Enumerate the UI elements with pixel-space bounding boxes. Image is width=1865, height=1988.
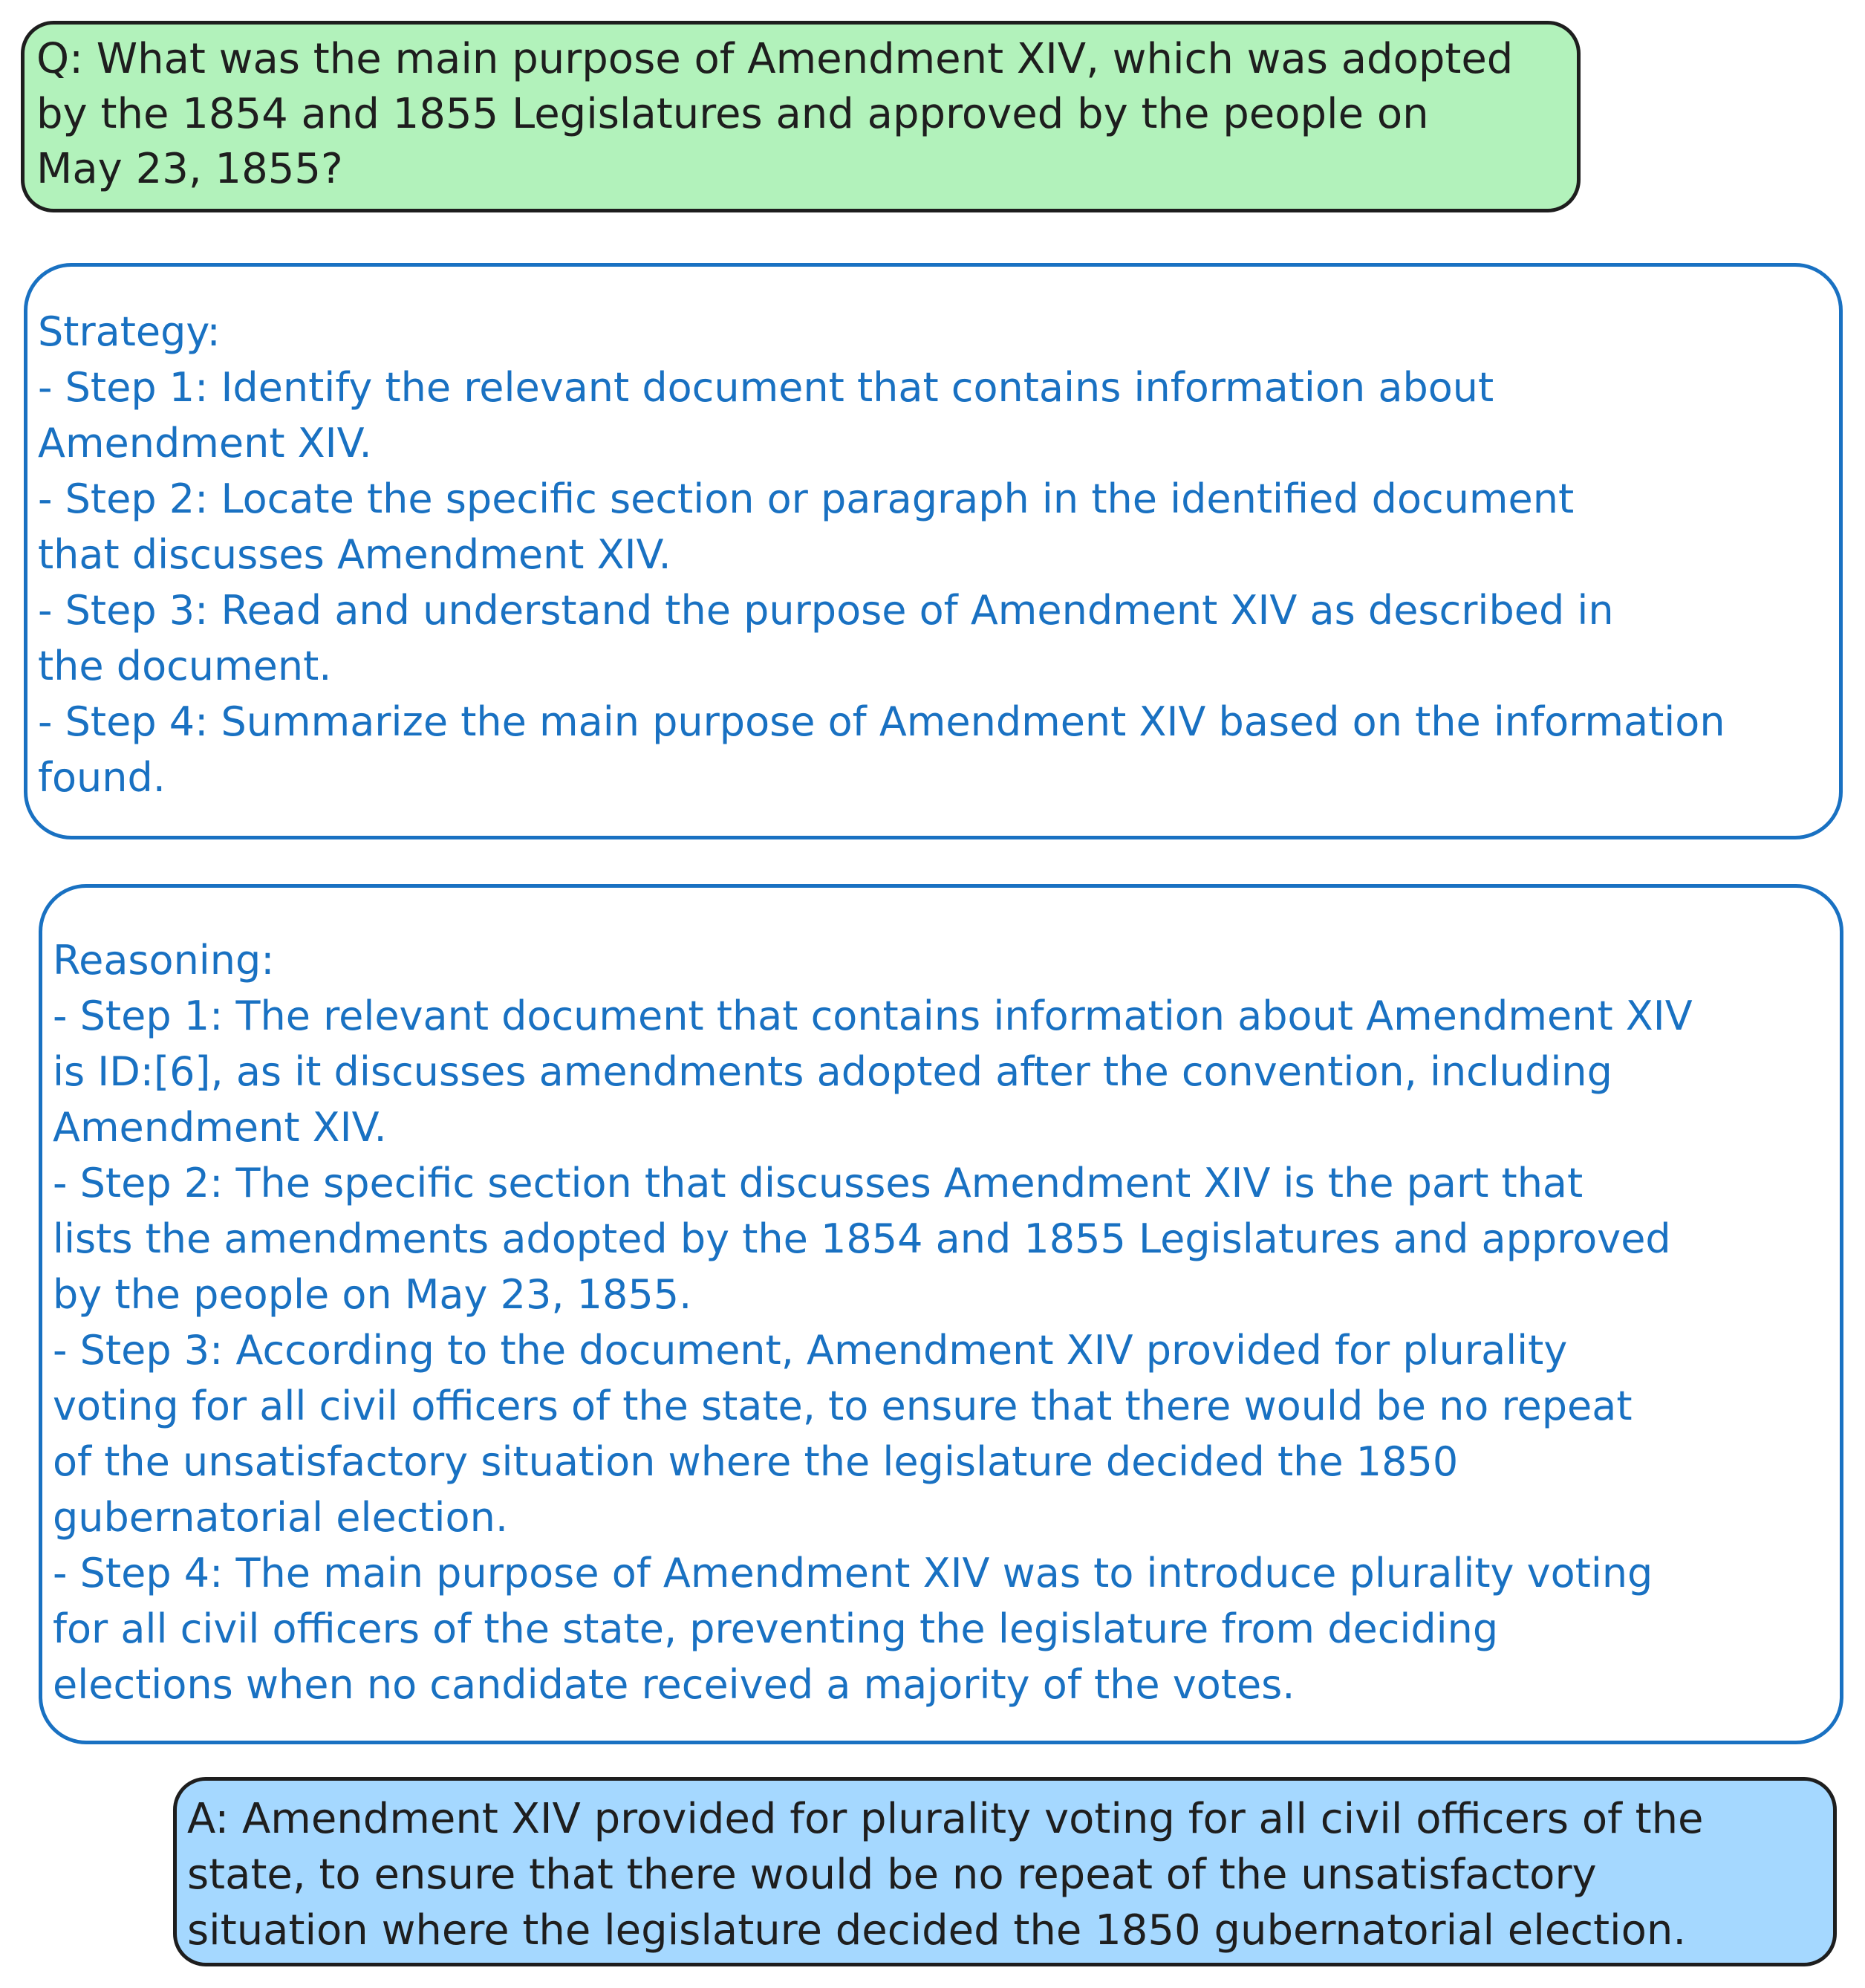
reasoning-line: gubernatorial election. bbox=[53, 1494, 508, 1541]
reasoning-line: voting for all civil officers of the state, to ensure that there would be no repeat bbox=[53, 1383, 1633, 1429]
strategy-line: that discusses Amendment XIV. bbox=[38, 531, 671, 578]
question-line: Q: What was the main purpose of Amendment XIV, which was adopted bbox=[36, 35, 1514, 83]
strategy-line: - Step 4: Summarize the main purpose of Amendment XIV based on the information bbox=[38, 698, 1725, 745]
strategy-box bbox=[24, 263, 1843, 839]
question-line: May 23, 1855? bbox=[36, 145, 343, 193]
answer-box bbox=[173, 1777, 1837, 1966]
reasoning-box bbox=[39, 884, 1843, 1744]
reasoning-line: for all civil officers of the state, preventing the legislature from deciding bbox=[53, 1605, 1499, 1652]
reasoning-line: of the unsatisfactory situation where the legislature decided the 1850 bbox=[53, 1438, 1459, 1485]
reasoning-line: Amendment XIV. bbox=[53, 1104, 387, 1151]
strategy-line: Amendment XIV. bbox=[38, 420, 372, 467]
strategy-line: found. bbox=[38, 754, 166, 801]
strategy-line: - Step 2: Locate the specific section or paragraph in the identified document bbox=[38, 475, 1575, 522]
reasoning-line: lists the amendments adopted by the 1854 and 1855 Legislatures and approved bbox=[53, 1215, 1671, 1262]
reasoning-line: elections when no candidate received a majority of the votes. bbox=[53, 1661, 1295, 1708]
strategy-line: - Step 3: Read and understand the purpose of Amendment XIV as described in bbox=[38, 587, 1614, 634]
reasoning-heading: Reasoning: bbox=[53, 937, 275, 984]
strategy-line: - Step 1: Identify the relevant document that contains information about bbox=[38, 364, 1494, 411]
question-line: by the 1854 and 1855 Legislatures and approved by the people on bbox=[36, 90, 1429, 138]
reasoning-line: by the people on May 23, 1855. bbox=[53, 1271, 692, 1318]
answer-line: A: Amendment XIV provided for plurality voting for all civil officers of the bbox=[187, 1795, 1704, 1843]
answer-line: situation where the legislature decided the 1850 gubernatorial election. bbox=[187, 1906, 1687, 1955]
answer-line: state, to ensure that there would be no repeat of the unsatisfactory bbox=[187, 1851, 1597, 1899]
strategy-heading: Strategy: bbox=[38, 308, 221, 355]
reasoning-line: - Step 2: The specific section that discusses Amendment XIV is the part that bbox=[53, 1160, 1584, 1206]
reasoning-line: is ID:[6], as it discusses amendments adopted after the convention, including bbox=[53, 1048, 1612, 1095]
reasoning-line: - Step 4: The main purpose of Amendment XIV was to introduce plurality voting bbox=[53, 1550, 1653, 1596]
reasoning-line: - Step 3: According to the document, Amendment XIV provided for plurality bbox=[53, 1327, 1568, 1374]
reasoning-line: - Step 1: The relevant document that contains information about Amendment XIV bbox=[53, 993, 1693, 1039]
strategy-line: the document. bbox=[38, 643, 332, 689]
question-box bbox=[21, 21, 1581, 212]
